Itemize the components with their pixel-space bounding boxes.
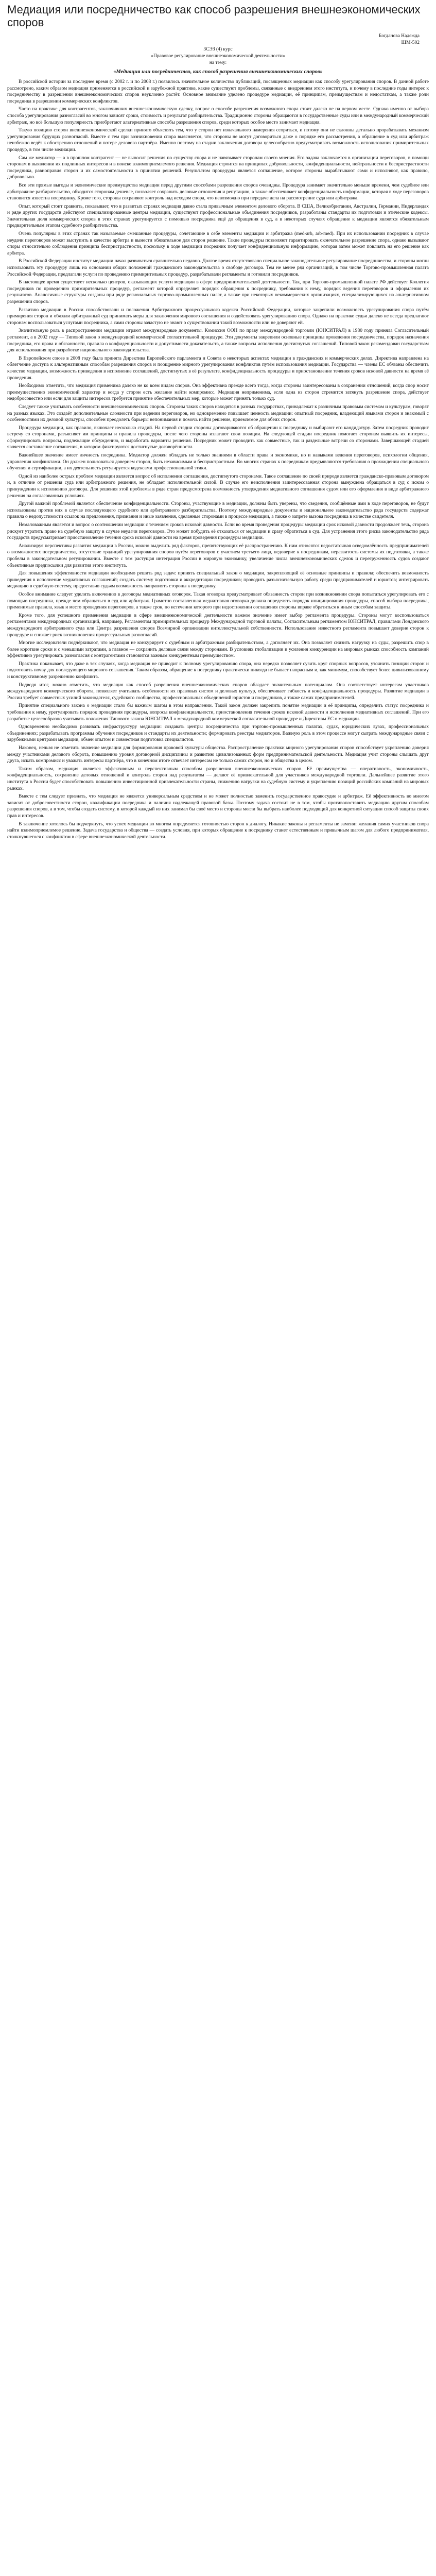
- body-paragraph: Очень популярны в этих странах так называемые смешанные процедуры, сочетающие в себе элементы медиации и арбитража (med-arb, arb-med). При их использовании посредник в случае неудачи переговоров может выступить в качестве арбитра и вынести обязательное для сторон решение. Такие процедуры позволяют гарантировать окончательное разрешение спора, однако вызывают споры относительно соблюдения принципа беспристрастности, поскольку в ходе медиации посредник получает конфиденциальную информацию, которая затем может повлиять на его решение как арбитра.: [7, 231, 429, 256]
- body-paragraph: В настоящее время существует несколько центров, оказывающих услуги медиации в сфере предпринимательской деятельности. Так, при Торгово-промышленной палате РФ действует Коллегия посредников по проведению примирительных процедур, регламент которой определяет порядок обращения к посреднику, требования к нему, порядок ведения переговоров и оформления их результатов. Аналогичные структуры созданы при ряде региональных торгово-промышленных палат, а также при некоторых некоммерческих организациях, специализирующихся на альтернативном разрешении споров.: [7, 280, 429, 304]
- body-paragraph: Вместе с тем следует признать, что медиация не является универсальным средством и не может полностью заменить государственное правосудие и арбитраж. Её эффективность во многом зависит от добросовестности сторон, квалификации посредника и наличия надлежащей правовой базы. Поэтому задача состоит не в том, чтобы противопоставить медиацию другим способам разрешения споров, а в том, чтобы создать систему, в которой каждый из них занимал бы своё место и стороны могли бы выбрать наиболее подходящий для конкретной ситуации способ защиты своих прав и интересов.: [7, 794, 429, 819]
- body-paragraph: Одновременно необходимо развивать инфраструктуру медиации: создавать центры посредничества при торгово-промышленных палатах, судах, юридических вузах, профессиональных объединениях; разрабатывать программы обучения посредников и стандарты их деятельности; формировать реестры медиаторов. Важную роль в этом процессе могут сыграть международные связи с зарубежными центрами медиации, обмен опытом и совместная подготовка специалистов.: [7, 724, 429, 743]
- body-paragraph: В заключение хотелось бы подчеркнуть, что успех медиации во многом определяется готовностью сторон к диалогу. Никакие законы и регламенты не заменят желания самих участников спора найти взаимоприемлемое решение. Задача государства и общества — создать условия, при которых обращение к посреднику станет естественным и привычным шагом для любого предпринимателя, столкнувшегося с конфликтом в сфере внешнеэкономической деятельности.: [7, 821, 429, 840]
- body-paragraph: Развитию медиации в России способствовали и положения Арбитражного процессуального кодекса Российской Федерации, которые закрепили возможность урегулирования спора путём примирения сторон и обязали арбитражный суд принимать меры для заключения мирового соглашения и содействовать урегулированию спора. Однако на практике судьи далеко не всегда предлагают сторонам воспользоваться услугами посредника, а сами стороны зачастую не знают о существовании такой возможности или не доверяют ей.: [7, 307, 429, 326]
- body-paragraph: Необходимо отметить, что медиация применима далеко не ко всем видам споров. Она эффективна прежде всего тогда, когда стороны заинтересованы в сохранении отношений, когда спор носит преимущественно экономический характер и когда у сторон есть желание найти компромисс. Медиация неприменима, если одна из сторон стремится затянуть разрешение спора, действует недобросовестно или если для защиты интересов требуется принятие обеспечительных мер, которые может принять только суд.: [7, 383, 429, 402]
- student-group: ШМ-502: [401, 40, 420, 45]
- body-paragraph: Процедура медиации, как правило, включает несколько стадий. На первой стадии стороны договариваются об обращении к посреднику и выбирают его кандидатуру. Затем посредник проводит встречу со сторонами, разъясняет им принципы и правила процедуры, после чего стороны излагают свои позиции. На следующей стадии посредник помогает сторонам выявить их интересы, сформулировать вопросы, подлежащие обсуждению, и выработать варианты решения. Посредник может проводить как совместные, так и раздельные встречи со сторонами. Завершающей стадией является составление соглашения, в котором фиксируются достигнутые договорённости.: [7, 425, 429, 450]
- document-title: Медиация или посредничество как способ разрешения внешнеэкономических споров: [7, 3, 421, 29]
- body-paragraph: В российской истории за последнее время (с 2002 г. и по 2008 г.) появилось значительное количество публикаций, посвященных медиации как способу урегулирования споров. В данной работе рассмотрено, каким образом медиация применяется в российской и зарубежной практике, какие существуют проблемы, связанные с внедрением этого института, и почему в последние годы интерес к посредничеству в разрешении внешнеэкономических споров неуклонно растёт. Основное внимание уделено процедуре медиации, её принципам, преимуществам и недостаткам, а также роли посредника в разрешении коммерческих конфликтов.: [7, 79, 429, 104]
- subject-line: «Правовое регулирование внешнеэкономической деятельности»: [151, 54, 285, 59]
- body-paragraph: Многие исследователи подчёркивают, что медиация не конкурирует с судебным и арбитражным разбирательством, а дополняет их. Она позволяет снизить нагрузку на суды, разрешить спор в более короткие сроки и с меньшими затратами, а главное — сохранить деловые связи между сторонами. В условиях глобализации и усиления конкуренции на мировых рынках способность компаний эффективно урегулировать разногласия с контрагентами становится важным конкурентным преимуществом.: [7, 640, 429, 659]
- body-paragraph: Одной из наиболее острых проблем медиации является вопрос об исполнении соглашения, достигнутого сторонами. Такое соглашение по своей природе является гражданско-правовым договором и, в отличие от решения суда или арбитражного решения, не обладает исполнительной силой. В случае его неисполнения заинтересованная сторона вынуждена обращаться в суд с иском о принуждении к исполнению договора. Для решения этой проблемы в ряде стран предусмотрена возможность утверждения медиативного соглашения судом или его оформления в виде арбитражного решения на согласованных условиях.: [7, 473, 429, 499]
- body-paragraph: Все эти прямые выгоды и экономические преимущества медиации перед другими способами разрешения споров очевидны. Процедура занимает значительно меньше времени, чем судебное или арбитражное разбирательство, обходится сторонам дешевле, позволяет сохранить деловые отношения и репутацию, а также обеспечивает конфиденциальность информации, которая в ходе переговоров становится известна посреднику. Кроме того, стороны сохраняют контроль над исходом спора, что невозможно при передаче дела на рассмотрение суда или арбитража.: [7, 182, 429, 201]
- body-paragraph: Другой важной проблемой является обеспечение конфиденциальности. Стороны, участвующие в медиации, должны быть уверены, что сведения, сообщённые ими в ходе переговоров, не будут использованы против них в случае последующего судебного или арбитражного разбирательства. Поэтому международные документы и национальное законодательство ряда государств содержат правила о недопустимости ссылок на предложения, признания и иные заявления, сделанные сторонами в процессе медиации, а также о запрете вызова посредника в качестве свидетеля.: [7, 501, 429, 520]
- body-paragraph: Таким образом, медиация является эффективным и перспективным способом разрешения внешнеэкономических споров. Её преимущества — оперативность, экономичность, конфиденциальность, сохранение деловых отношений и контроль сторон над результатом — делают её привлекательной для участников международной торговли. Дальнейшее развитие этого института в России будет способствовать повышению инвестиционной привлекательности страны, снижению нагрузки на судебную систему и укреплению позиций российских компаний на мировых рынках.: [7, 766, 429, 791]
- body-paragraph: Часто на практике для контрагентов, заключивших внешнеэкономическую сделку, вопрос о способе разрешения возможного спора стоит далеко не на первом месте. Однако именно от выбора способа урегулирования разногласий во многом зависят сроки, стоимость и результат разбирательства. Традиционно стороны обращаются в государственные суды или в международный коммерческий арбитраж, но всё большую популярность приобретают альтернативные способы разрешения споров, среди которых особое место занимает медиация.: [7, 107, 429, 125]
- body-paragraph: Значительную роль в распространении медиации играют международные документы. Комиссия ООН по праву международной торговли (ЮНСИТРАЛ) в 1980 году приняла Согласительный регламент, а в 2002 году — Типовой закон о международной коммерческой согласительной процедуре. Эти документы закрепили основные принципы проведения посредничества, порядок назначения посредника, его права и обязанности, правила о конфиденциальности и допустимости доказательств, а также вопросы исполнения достигнутых соглашений. Типовой закон рекомендован государствам для использования при разработке национального законодательства.: [7, 328, 429, 353]
- course-line: 3СЭЗ (4) курс: [203, 47, 233, 52]
- author-name: Богданова Надежда: [378, 33, 420, 39]
- body-paragraph: Анализируя перспективы развития медиации в России, можно выделить ряд факторов, препятствующих её распространению. К ним относятся недостаточная осведомлённость предпринимателей о возможностях посредничества, отсутствие традиций урегулирования споров путём переговоров с участием третьего лица, недоверие к посредникам, неразвитость системы их подготовки, а также пробелы в законодательном регулировании. Вместе с тем растущая интеграция России в мировую экономику, увеличение числа внешнеэкономических сделок и перегруженность судов создают объективные предпосылки для развития этого института.: [7, 543, 429, 568]
- body-paragraph: Следует также учитывать особенности внешнеэкономических споров. Стороны таких споров находятся в разных государствах, принадлежат к различным правовым системам и культурам, говорят на разных языках. Это создаёт дополнительные сложности при ведении переговоров, но одновременно повышает ценность медиации: опытный посредник, владеющий языками сторон и знакомый с особенностями их деловой культуры, способен преодолеть барьеры непонимания и помочь найти решение, приемлемое для обеих сторон.: [7, 404, 429, 423]
- topic-label: на тему:: [209, 60, 227, 65]
- body-paragraph: Кроме того, для успешного применения медиации в сфере внешнеэкономической деятельности важное значение имеет выбор регламента процедуры. Стороны могут воспользоваться регламентами международных организаций, например, Регламентом примирительных процедур Международной торговой палаты, Согласительным регламентом ЮНСИТРАЛ, правилами Лондонского международного арбитражного суда или Центра разрешения споров Всемирной организации интеллектуальной собственности. Использование известного регламента повышает доверие сторон к процедуре и снижает риск возникновения процессуальных разногласий.: [7, 613, 429, 638]
- body-paragraph: В Европейском союзе в 2008 году была принята Директива Европейского парламента и Совета о некоторых аспектах медиации в гражданских и коммерческих делах. Директива направлена на облегчение доступа к альтернативным способам разрешения споров и поощрение мирного урегулирования конфликтов путём использования медиации. Государства — члены ЕС обязаны обеспечить качество медиации, возможность приведения в исполнение соглашений, достигнутых в её результате, конфиденциальность процедуры и приостановление течения сроков исковой давности на время её проведения.: [7, 355, 429, 381]
- essay-body: [7, 79, 429, 840]
- body-paragraph: Немаловажным является и вопрос о соотношении медиации с течением сроков исковой давности. Если во время проведения процедуры медиации срок исковой давности продолжает течь, сторона рискует утратить право на судебную защиту в случае неудачи переговоров. Это может побудить её отказаться от медиации и сразу обратиться в суд. Для устранения этого риска законодательство ряда государств предусматривает приостановление течения срока исковой давности на время проведения процедуры медиации.: [7, 522, 429, 541]
- author-block: [7, 33, 420, 46]
- essay-heading: «Медиация или посредничество, как способ разрешения внешнеэкономических споров»: [113, 69, 323, 75]
- body-paragraph: Особое внимание следует уделить включению в договоры медиативных оговорок. Такая оговорка предусматривает обязанность сторон при возникновении спора попытаться урегулировать его с помощью посредника, прежде чем обращаться в суд или арбитраж. Грамотно составленная медиативная оговорка должна определять порядок инициирования процедуры, способ выбора посредника, применимые правила, язык и место проведения переговоров, а также срок, по истечении которого при недостижении соглашения стороны вправе обратиться к иным способам защиты.: [7, 591, 429, 611]
- document-page: [0, 0, 436, 857]
- body-paragraph: Принятие специального закона о медиации стало бы важным шагом в этом направлении. Такой закон должен закрепить понятие медиации и её принципы, определить статус посредника и требования к нему, урегулировать порядок проведения процедуры, вопросы конфиденциальности, приостановления течения сроков исковой давности и исполнения медиативных соглашений. При его разработке целесообразно учитывать положения Типового закона ЮНСИТРАЛ о международной коммерческой согласительной процедуре и Директивы ЕС о медиации.: [7, 703, 429, 722]
- body-paragraph: Подводя итог, можно отметить, что медиация как способ разрешения внешнеэкономических споров обладает значительным потенциалом. Она соответствует интересам участников международного коммерческого оборота, позволяет учитывать особенности их правовых систем и деловых культур, обеспечивает гибкость и конфиденциальность процедуры. Развитие медиации в России требует совместных усилий законодателя, судейского сообщества, профессиональных объединений юристов и посредников, а также самих предпринимателей.: [7, 682, 429, 701]
- body-paragraph: Для повышения эффективности медиации необходимо решить ряд задач: принять специальный закон о медиации, закрепляющий её основные принципы и правила; обеспечить возможность приведения в исполнение медиативных соглашений; создать систему подготовки и аккредитации посредников; проводить разъяснительную работу среди предпринимателей и юристов; интегрировать медиацию в судебную систему, предоставив судьям возможность направлять стороны к посреднику.: [7, 571, 429, 589]
- body-paragraph: В Российской Федерации институт медиации начал развиваться сравнительно недавно. Долгое время отсутствовало специальное законодательное регулирование посредничества, и стороны могли использовать эту процедуру лишь на основании общих положений гражданского законодательства о свободе договора. Тем не менее ряд организаций, в том числе Торгово-промышленная палата Российской Федерации, предлагали услуги по проведению примирительных процедур, разрабатывали регламенты и готовили посредников.: [7, 259, 429, 277]
- body-paragraph: Наконец, нельзя не отметить значение медиации для формирования правовой культуры общества. Распространение практики мирного урегулирования споров способствует укреплению доверия между участниками делового оборота, повышению уровня договорной дисциплины и развитию цивилизованных форм предпринимательской деятельности. Медиация учит стороны слышать друг друга, искать компромисс и уважать интересы партнёра, что в конечном итоге отвечает интересам не только самих сторон, но и общества в целом.: [7, 745, 429, 764]
- body-paragraph: Важнейшее значение имеет личность посредника. Медиатор должен обладать не только знаниями в области права и экономики, но и навыками ведения переговоров, психологии общения, управления конфликтами. Он должен пользоваться доверием сторон, быть независимым и беспристрастным. Во многих странах к посредникам предъявляются требования о прохождении специального обучения и сертификации, а их деятельность регулируется кодексами профессиональной этики.: [7, 453, 429, 471]
- body-paragraph: Сам же медиатор — а в прошлом контрагент — не выносит решения по существу спора и не навязывает сторонам своего мнения. Его задача заключается в организации переговоров, в помощи сторонам в выявлении их подлинных интересов и в поиске взаимоприемлемого решения. Медиация строится на принципах добровольности, конфиденциальности, нейтральности и беспристрастности посредника, равноправия сторон и их самостоятельности в принятии решений. Результатом процедуры является соглашение, которое стороны вырабатывают сами и исполняют, как правило, добровольно.: [7, 155, 429, 180]
- body-paragraph: Практика показывает, что даже в тех случаях, когда медиация не приводит к полному урегулированию спора, она нередко позволяет сузить круг спорных вопросов, уточнить позиции сторон и подготовить почву для последующего мирового соглашения. Таким образом, обращение к посреднику практически никогда не бывает напрасным и, как минимум, способствует более цивилизованному и конструктивному разрешению конфликта.: [7, 661, 429, 680]
- body-paragraph: Такую позицию сторон внешнеэкономической сделки принято объяснять тем, что у сторон нет изначального намерения ссориться, и потому они не склонны детально прорабатывать механизм урегулирования будущих разногласий. Вместе с тем при возникновении спора выясняется, что стороны не могут договориться даже о порядке его рассмотрения, а обращение в суд или арбитраж неизбежно ведёт к обострению отношений и потере делового партнёра. Именно поэтому на стадии заключения договора целесообразно предусматривать возможность использования примирительных процедур, в том числе медиации.: [7, 128, 429, 152]
- body-paragraph: Опыт, который стоит сравнить, показывает, что в развитых странах медиация давно стала привычным элементом делового оборота. В США, Великобритании, Австралии, Германии, Нидерландах и ряде других государств действуют специализированные центры медиации, существуют профессиональные объединения посредников, разработаны стандарты их подготовки и этические кодексы. Значительная доля коммерческих споров в этих странах урегулируется с помощью посредника ещё до обращения в суд, а в некоторых случаях обращение к медиации является обязательным предварительным этапом судебного разбирательства.: [7, 204, 429, 229]
